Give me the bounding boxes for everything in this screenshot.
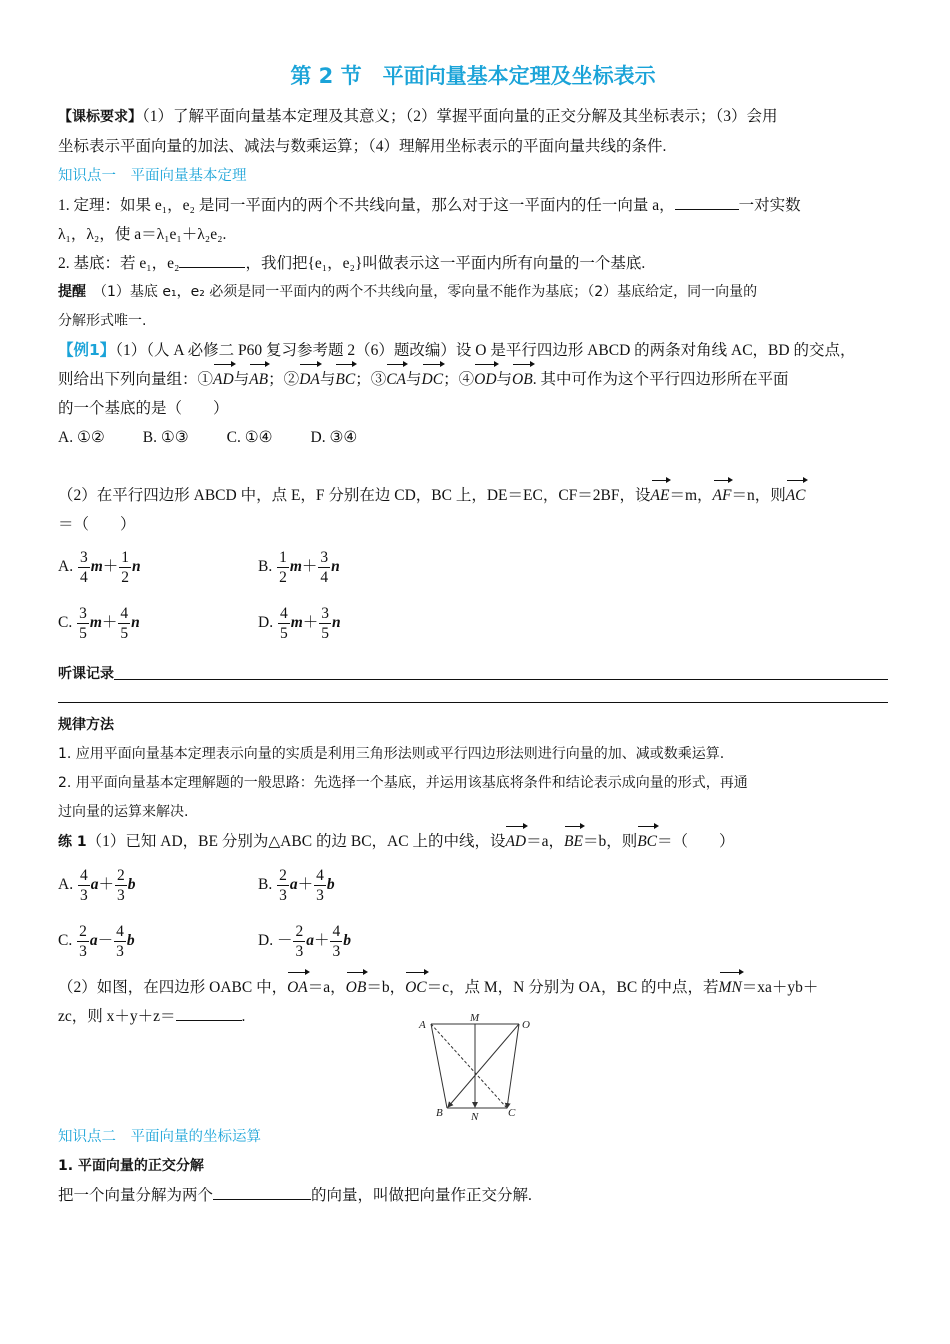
option-a[interactable]: A. $\frac{4}{3}$ a＋ $\frac{2}{3}$ b [58,866,136,904]
method-title: 规律方法 [58,717,114,733]
quadrilateral-figure [415,1012,545,1122]
page-title: 第 2 节 平面向量基本定理及坐标表示 [290,64,656,88]
vector: OC [405,973,427,1002]
option-a[interactable]: A. ①② [58,429,105,446]
vector-ob [448,1024,519,1107]
orthogonal-line: 把一个向量分解为两个 的向量，叫做把向量作正交分解. [58,1181,888,1210]
section-2 [58,1122,888,1210]
vector: OB [346,973,367,1002]
label-a: A [419,1019,426,1031]
tip-line-2: 分解形式唯一. [58,313,147,329]
method-1: 1. 应用平面向量基本定理表示向量的实质是利用三角形法则或平行四边形法则进行向量的加、减或数乘运算. [58,746,725,762]
method-2b: 过向量的运算来解决. [58,804,189,820]
kebiao-line-1: 【课标要求】（1）了解平面向量基本定理及其意义；（2）掌握平面向量的正交分解及其坐标表示；（3）会用 [58,108,778,125]
subsection-heading: 1. 平面向量的正交分解 [58,1158,204,1174]
example1-line-1: 【例1】（1）（人 A 必修二 P60 复习参考题 2（6）题改编）设 O 是平行四边形 ABCD 的两条对角线 AC，BD 的交点， [58,341,856,359]
vector: DC [422,365,444,394]
label-m: M [470,1012,480,1024]
vector: AB [249,365,268,394]
example-label: 【例1】 [58,341,116,359]
practice1-line-1: 练 1（1）已知 AD，BE 分别为△ABC 的边 BC，AC 上的中线，设AD＝a，BE＝b，则BC＝（ ） [58,827,888,857]
vector: BE [564,827,583,856]
section-heading-2: 知识点二 平面向量的坐标运算 [58,1129,261,1145]
practice1-q2-line-1: （2）如图，在四边形 OABC 中，OA＝a，OB＝b，OC＝c，点 M，N 分别为 OA，BC 的中点，若MN＝xa＋yb＋ [58,973,888,1002]
vector: AC [786,481,806,510]
example1-line-3: 的一个基底的是（ ） [58,400,229,417]
notes-row: 听课记录 [58,653,888,683]
vector: OB [512,365,533,394]
option-b[interactable]: B. $\frac{2}{3}$ a＋ $\frac{4}{3}$ b [258,866,335,904]
label-o: O [522,1019,530,1031]
practice1-q2-line-2: zc，则 x＋y＋z＝ . [58,1002,888,1031]
method-2a: 2. 用平面向量基本定理解题的一般思路：先选择一个基底，并运用该基底将条件和结论表示成向量的形式，再通 [58,775,748,791]
example1-line-2: 则给出下列向量组：①AD与AB；②DA与BC；③CA与DC；④OD与OB. 其中可作为这个平行四边形所在平面 [58,365,888,394]
vector: MN [719,973,742,1002]
label-n: N [471,1111,479,1122]
option-d[interactable]: D. － $\frac{2}{3}$ a＋ $\frac{4}{3}$ b [258,922,351,960]
vector: DA [299,365,320,394]
practice1-options-row-1 [58,857,888,913]
example1-q2-options-row-1 [58,539,888,595]
notes-line-2[interactable] [58,701,888,703]
diagonal-ac [431,1024,506,1107]
answer-blank[interactable] [179,251,245,268]
example1-q2-options-row-2 [58,595,888,651]
section-heading-1: 知识点一 平面向量基本定理 [58,168,247,184]
vector: AD [505,827,526,856]
vector: AD [213,365,234,394]
basis-line: 2. 基底：若 e₁，e₂ ，我们把{e₁，e₂}叫做表示这一平面内所有向量的一个基底. [58,249,888,278]
example1-q2-line-1: （2）在平行四边形 ABCD 中，点 E，F 分别在边 CD，BC 上，DE＝EC，CF＝2BF，设AE＝m，AF＝n，则AC [58,481,888,510]
vector: AF [713,481,732,510]
vector: BC [335,365,355,394]
vector: OD [474,365,496,394]
vector: AE [651,481,670,510]
tip-line-1: 提醒 （1）基底 e₁，e₂ 必须是同一平面内的两个不共线向量，零向量不能作为基底；（2）基底给定，同一向量的 [58,284,758,300]
example1-q2-line-2: ＝（ ） [58,516,136,533]
label-b: B [436,1107,443,1119]
edge-ab [431,1024,447,1108]
answer-blank[interactable] [176,1004,242,1021]
option-c[interactable]: C. $\frac{3}{5}$ m＋ $\frac{4}{5}$ n [58,604,140,642]
option-b[interactable]: B. ①③ [142,429,189,446]
answer-blank[interactable] [213,1183,311,1200]
vector: OA [287,973,308,1002]
answer-blank[interactable] [675,193,739,210]
option-c[interactable]: C. $\frac{2}{3}$ a－ $\frac{4}{3}$ b [58,922,135,960]
vector: CA [386,365,406,394]
option-b[interactable]: B. $\frac{1}{2}$ m＋ $\frac{3}{4}$ n [258,548,340,586]
label-c: C [508,1107,516,1119]
option-c[interactable]: C. ①④ [226,429,273,446]
kebiao-line-2: 坐标表示平面向量的加法、减法与数乘运算；（4）理解用坐标表示的平面向量共线的条件. [58,138,667,155]
vector: BC [637,827,657,856]
option-d[interactable]: D. $\frac{4}{5}$ m＋ $\frac{3}{5}$ n [258,604,341,642]
worksheet-page [58,60,888,1031]
option-a[interactable]: A. $\frac{3}{4}$ m＋ $\frac{1}{2}$ n [58,548,141,586]
option-d[interactable]: D. ③④ [310,429,358,446]
practice1-options-row-2 [58,913,888,969]
theorem-line-1: 1. 定理：如果 e₁，e₂ 是同一平面内的两个不共线向量，那么对于这一平面内的任一向量 a， 一对实数 [58,191,888,220]
notes-line[interactable] [114,678,888,680]
example1-options [58,423,888,479]
theorem-line-2: λ₁，λ₂，使 a＝λ₁e₁＋λ₂e₂. [58,226,227,243]
